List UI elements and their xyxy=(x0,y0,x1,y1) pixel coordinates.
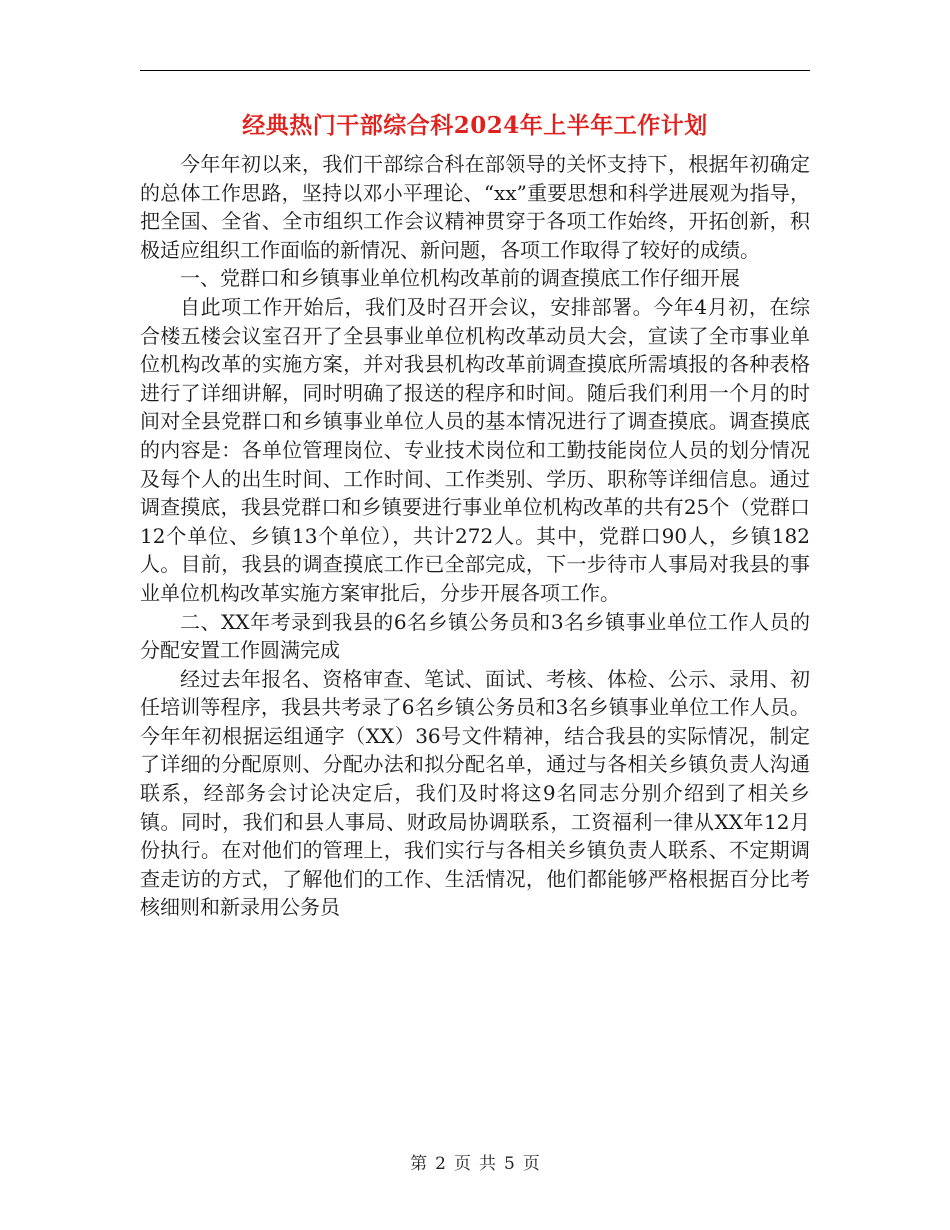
header-rule xyxy=(140,70,810,71)
document-body xyxy=(140,150,810,922)
footer-page-label: 页 xyxy=(454,1154,471,1174)
footer-prefix: 第 xyxy=(410,1154,428,1174)
section-heading-1: 一、党群口和乡镇事业单位机构改革前的调查摸底工作仔细开展 xyxy=(180,266,740,291)
section-heading-2: 二、XX年考录到我县的6名乡镇公务员和3名乡镇事业单位工作人员的分配安置工作圆满完成 xyxy=(140,609,810,663)
footer-current-page: 2 xyxy=(435,1154,446,1174)
paragraph-section-1: 自此项工作开始后，我们及时召开会议，安排部署。今年4月初，在综合楼五楼会议室召开了全县事业单位机构改革动员大会，宣读了全市事业单位机构改革的实施方案，并对我县机构改革前调查摸底所需填报的各种表格进行了详细讲解，同时明确了报送的程序和时间。随后我们利用一个月的时间对全县党群口和乡镇事业单位人员的基本情况进行了调查摸底。调查摸底的内容是：各单位管理岗位、专业技术岗位和工勤技能岗位人员的划分情况及每个人的出生时间、工作时间、工作类别、学历、职称等详细信息。通过调查摸底，我县党群口和乡镇要进行事业单位机构改革的共有25个（党群口12个单位、乡镇13个单位），共计272人。其中，党群口90人，乡镇182人。目前，我县的调查摸底工作已全部完成，下一步待市人事局对我县的事业单位机构改革实施方案审批后，分步开展各项工作。 xyxy=(140,294,810,605)
footer-total-prefix: 共 xyxy=(479,1154,496,1174)
footer-total-label: 页 xyxy=(522,1154,540,1174)
paragraph-intro: 今年年初以来，我们干部综合科在部领导的关怀支持下，根据年初确定的总体工作思路，坚持以邓小平理论、“xx”重要思想和科学进展观为指导，把全国、全省、全市组织工作会议精神贯穿于各项工作始终，开拓创新，积极适应组织工作面临的新情况、新问题，各项工作取得了较好的成绩。 xyxy=(140,152,810,262)
document-title: 经典热门干部综合科2024年上半年工作计划 xyxy=(242,112,708,139)
footer-total-pages: 5 xyxy=(504,1154,515,1174)
paragraph-section-2: 经过去年报名、资格审查、笔试、面试、考核、体检、公示、录用、初任培训等程序，我县共考录了6名乡镇公务员和3名乡镇事业单位工作人员。今年年初根据运组通字（XX）36号文件精神，结合我县的实际情况，制定了详细的分配原则、分配办法和拟分配名单，通过与各相关乡镇负责人沟通联系，经部务会讨论决定后，我们及时将这9名同志分别介绍到了相关乡镇。同时，我们和县人事局、财政局协调联系，工资福利一律从XX年12月份执行。在对他们的管理上，我们实行与各相关乡镇负责人联系、不定期调查走访的方式，了解他们的工作、生活情况，他们都能够严格根据百分比考核细则和新录用公务员 xyxy=(140,666,810,920)
page-footer xyxy=(0,1152,950,1176)
